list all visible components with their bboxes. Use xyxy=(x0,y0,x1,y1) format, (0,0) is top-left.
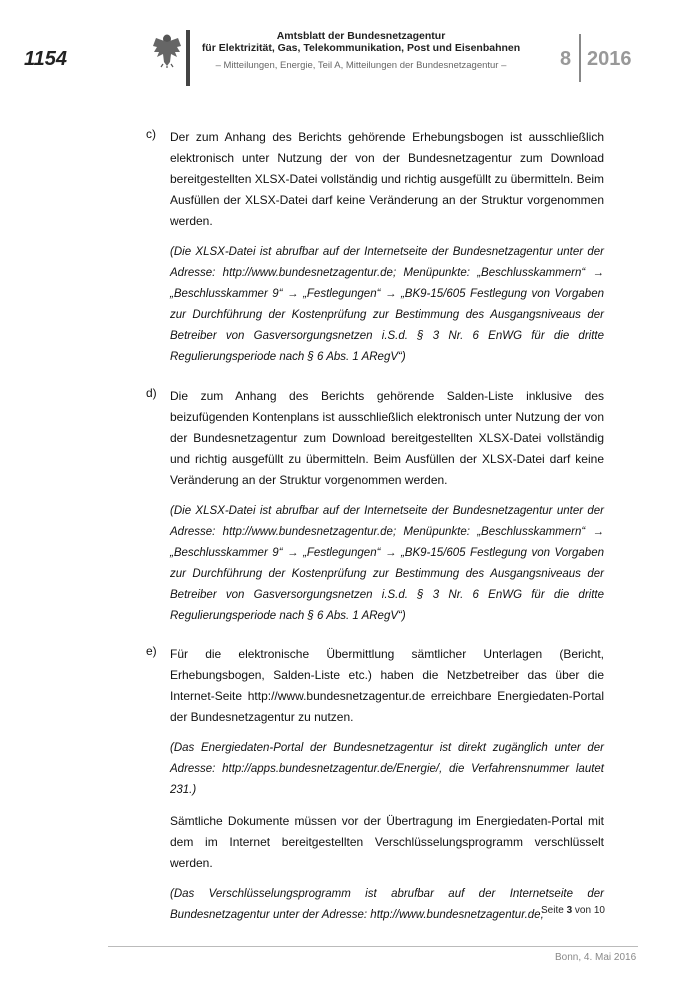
item-note: (Die XLSX-Datei ist abrufbar auf der Internetseite der Bundesnetzagentur unter der Adresse: http://www.bundesnetzagentur.de; Menüpunkte: „Beschlusskammern“ → „Beschlusskammer 9“ → „Festlegungen“ → „BK9-15/605 Festlegung von Vorgaben zur Durchführung der Kostenprüfung zur Bestimmung des Ausgangsniveaus der Betreiber von Gasversorgungsnetzen i.S.d. § 3 Nr. 6 EnWG für die dritte Regulierungsperiode nach § 6 Abs. 1 ARegV“) xyxy=(170,505,604,622)
item-note: (Die XLSX-Datei ist abrufbar auf der Internetseite der Bundesnetzagentur unter der Adresse: http://www.bundesnetzagentur.de; Menüpunkte: „Beschlusskammern“ → „Beschlusskammer 9“ → „Festlegungen“ → „BK9-15/605 Festlegung von Vorgaben zur Durchführung der Kostenprüfung zur Bestimmung des Ausgangsniveaus der Betreiber von Gasversorgungsnetzen i.S.d. § 3 Nr. 6 EnWG für die dritte Regulierungsperiode nach § 6 Abs. 1 ARegV“) xyxy=(170,246,604,363)
pager-prefix: Seite xyxy=(541,905,564,916)
issue-divider xyxy=(579,34,581,82)
issue-number: 8 xyxy=(560,48,572,70)
footer-divider xyxy=(108,946,638,947)
item-note: (Das Energiedaten-Portal der Bundesnetzagentur ist direkt zugänglich unter der Adresse: http://apps.bundesnetzagentur.de/Energie/, die Verfahrensnummer lautet 231.) xyxy=(170,742,604,796)
item-letter: d) xyxy=(146,386,157,400)
item-note-continued: (Das Verschlüsselungsprogramm ist abrufbar auf der Internetseite der Bundesnetzagentur unter der Adresse: http://www.bundesnetzagentur.de; xyxy=(170,888,604,921)
pager-current: 3 xyxy=(566,905,573,916)
footer-date: Bonn, 4. Mai 2016 xyxy=(555,952,637,963)
item-text: Der zum Anhang des Berichts gehörende Erhebungsbogen ist ausschließlich elektronisch unter Nutzung der von der Bundesnetzagentur zum Download bereitgestellten XLSX-Datei vollständig und richtig ausgefüllt zu übermitteln. Beim Ausfüllen der XLSX-Datei darf keine Veränderung an der Struktur vorgenommen werden. xyxy=(170,130,604,228)
page-number: 1154 xyxy=(24,48,68,70)
header-subtitle: für Elektrizität, Gas, Telekommunikation, Post und Eisenbahnen xyxy=(201,42,521,54)
pager-total: 10 xyxy=(593,905,605,916)
issue-year: 2016 xyxy=(587,48,632,70)
header-section: – Mitteilungen, Energie, Teil A, Mitteilungen der Bundesnetzagentur – xyxy=(215,60,507,71)
item-letter: e) xyxy=(146,644,157,658)
list-item-e xyxy=(146,644,604,926)
item-letter: c) xyxy=(146,127,156,141)
header-title: Amtsblatt der Bundesnetzagentur xyxy=(276,30,446,42)
header-divider xyxy=(186,30,190,86)
item-paragraph: Sämtliche Dokumente müssen vor der Übertragung im Energiedaten-Portal mit dem im Internet bereitgestellten Verschlüsselungsprogramm verschlüsselt werden. xyxy=(170,814,604,870)
item-text: Für die elektronische Übermittlung sämtlicher Unterlagen (Bericht, Erhebungsbogen, Salden-Liste etc.) haben die Netzbetreiber das über die Internet-Seite http://www.bundesnetzagentur.de erreichbare Energiedaten-Portal der Bundesnetzagentur zu nutzen. xyxy=(170,647,604,724)
page-counter xyxy=(541,905,605,916)
header-title-block xyxy=(196,30,526,72)
item-text: Die zum Anhang des Berichts gehörende Salden-Liste inklusive des beizufügenden Kontenplans ist ausschließlich elektronisch unter Nutzung der von der Bundesnetzagentur zum Download bereitgestellten XLSX-Datei vollständig und richtig ausgefüllt zu übermitteln. Beim Ausfüllen der XLSX-Datei darf keine Veränderung an der Struktur vorgenommen werden. xyxy=(170,389,604,487)
pager-middle: von xyxy=(574,905,592,916)
list-item-c xyxy=(146,127,604,368)
federal-eagle-icon xyxy=(152,32,182,68)
list-item-d xyxy=(146,386,604,627)
